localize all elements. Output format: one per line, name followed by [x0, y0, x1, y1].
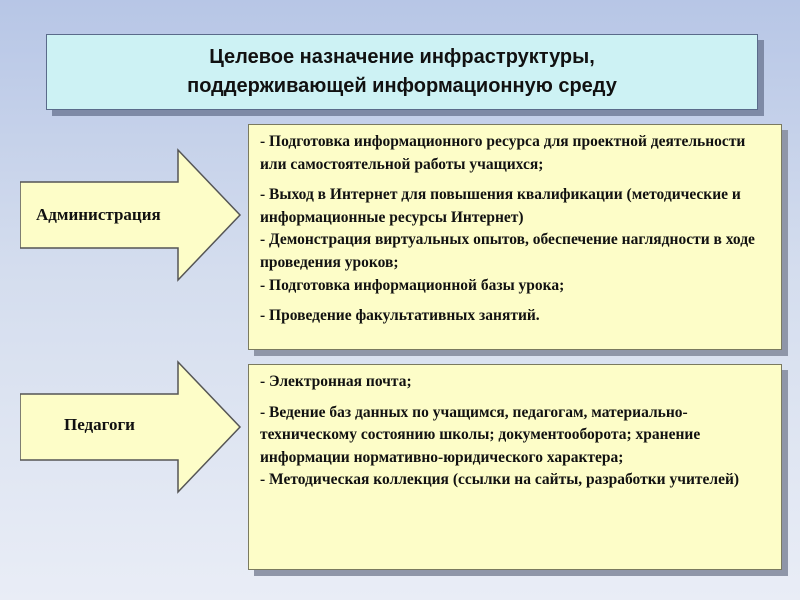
teachers-arrow	[20, 360, 242, 494]
administration-arrow	[20, 148, 242, 282]
teachers-box	[248, 364, 782, 570]
administration-item: - Демонстрация виртуальных опытов, обеспечение наглядности в ходе проведения уроков;	[260, 231, 755, 271]
administration-item: - Подготовка информационного ресурса для проектной деятельности или самостоятельной работы учащихся;	[260, 133, 746, 173]
title-box	[46, 34, 758, 110]
administration-item: - Подготовка информационной базы урока;	[260, 276, 565, 294]
administration-label: Администрация	[36, 205, 161, 224]
administration-item: - Проведение факультативных занятий.	[260, 307, 540, 325]
administration-box	[248, 124, 782, 350]
teachers-item: - Электронная почта;	[260, 373, 412, 390]
teachers-item: - Ведение баз данных по учащимся, педагогам, материально-техническому состоянию школы; документооборота; хранение информации нормативно-юридического характера;	[260, 403, 701, 466]
teachers-item: - Методическая коллекция (ссылки на сайты, разработки учителей)	[260, 471, 740, 489]
title-line-1: Целевое назначение инфраструктуры,	[209, 46, 595, 68]
title-line-2: поддерживающей информационную среду	[187, 75, 617, 97]
teachers-label: Педагоги	[64, 415, 135, 434]
administration-item: - Выход в Интернет для повышения квалификации (методические и информационные ресурсы Интернет)	[260, 186, 741, 226]
